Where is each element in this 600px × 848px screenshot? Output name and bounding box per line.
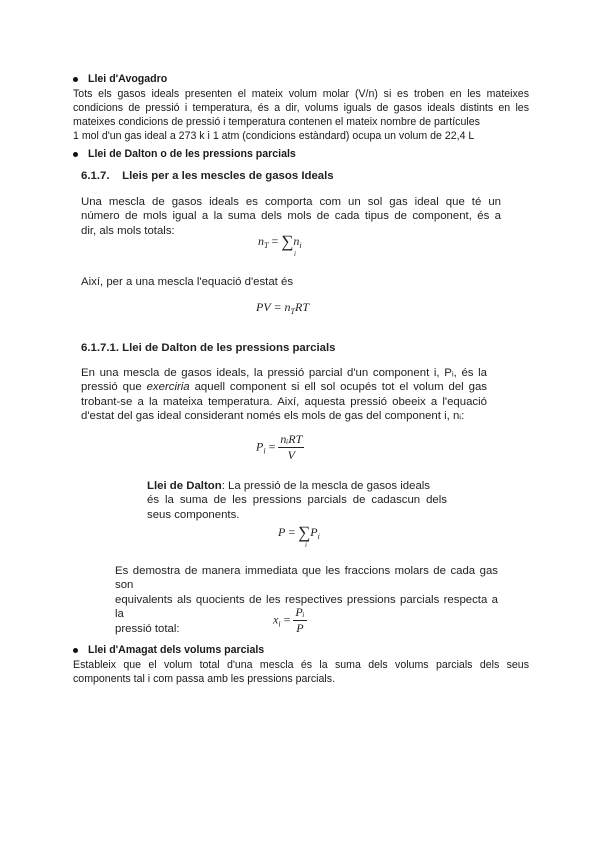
equation-state: PV = $n_TRT$ (256, 300, 310, 316)
section-6171-title: 6.1.7.1. Llei de Dalton de les pressions parcials (81, 342, 336, 354)
avogadro-line-4: 1 mol d'un gas ideal a 273 k i 1 atm (condicions estàndard) ocupa un volum de 22,4 L (73, 130, 475, 142)
amagat-heading (73, 643, 264, 657)
amagat-line-2: components tal i com passa amb les pressions parcials. (73, 673, 336, 685)
dalton-law-statement: Llei de Dalton: La pressió de la mescla de gasos ideals és la suma de les pressions parcials de cadascun dels seus components. (147, 480, 447, 521)
avogadro-paragraph (73, 87, 529, 143)
section-6171-paragraph-1 (81, 366, 487, 424)
equation-total-moles: $n_T = \sum n_i$ i (258, 232, 302, 258)
section-6171-line-1: En una mescla de gasos ideals, la pressió parcial d'un component i, Pᵢ, és la (81, 367, 487, 379)
equation-partial-pressure: $P_i$ = $\frac{\text{nᵢRT}}{V}$ (256, 432, 303, 462)
bullet-icon (73, 77, 78, 82)
avogadro-line-2: condicions de pressió i temperatura, és a dir, volums iguals de gasos ideals distints en les (73, 102, 529, 114)
mole-fraction-line-1: Es demostra de manera immediata que les fraccions molars de cada gas son (115, 565, 498, 592)
section-617-line-1: Una mescla de gasos ideals es comporta com un sol gas ideal que té un (81, 196, 501, 208)
dalton-law-line-3: seus components. (147, 508, 240, 521)
equation-dalton-sum: $P = \sum P_i$ i (278, 523, 320, 549)
mole-fraction-line-2: equivalents als quocients de les respectives pressions parcials respecta a la (115, 593, 498, 621)
dalton-law-line-2: és la suma de les pressions parcials de cadascun dels (147, 494, 447, 507)
avogadro-heading (73, 72, 167, 86)
avogadro-line-3: mateixes condicions de pressió i temperatura contenen el mateix nombre de partícules (73, 116, 480, 128)
section-617-paragraph-2: Així, per a una mescla l'equació d'estat és (81, 276, 294, 288)
section-617-title: 6.1.7. Lleis per a les mescles de gasos Ideals (81, 170, 334, 182)
mole-fraction-line-3: pressió total: (115, 622, 180, 635)
amagat-heading-text: Llei d'Amagat dels volums parcials (88, 644, 265, 656)
amagat-paragraph (73, 658, 529, 686)
avogadro-heading-text: Llei d'Avogadro (88, 73, 168, 85)
dalton-law-title: Llei de Dalton (147, 480, 222, 492)
section-6171-line-4: d'estat del gas ideal considerant només els mols de gas del component i, nᵢ: (81, 410, 465, 423)
section-617-line-2: número de mols igual a la suma dels mols de cada tipus de component, és a (81, 210, 501, 223)
avogadro-line-1: Tots els gasos ideals presenten el mateix volum molar (V/n) si es troben en les mateixes (73, 88, 529, 100)
dalton-heading (73, 147, 296, 161)
section-617-line-3: dir, als mols totals: (81, 224, 175, 237)
section-6171-line-2: pressió que exerciria aquell component si ell sol ocupés tot el volum del gas (81, 381, 487, 394)
bullet-icon (73, 648, 78, 653)
bullet-icon (73, 152, 78, 157)
dalton-heading-text: Llei de Dalton o de les pressions parcials (88, 148, 296, 160)
section-6171-line-3: trobant-se a la mateixa temperatura. Així, aquesta pressió obeeix a l'equació (81, 395, 487, 408)
equation-mole-fraction: $x_i$ = $\frac{\text{Pᵢ}}{P}$ (273, 605, 305, 635)
amagat-line-1: Estableix que el volum total d'una mescla és la suma dels volums parcials dels seus (73, 659, 529, 671)
